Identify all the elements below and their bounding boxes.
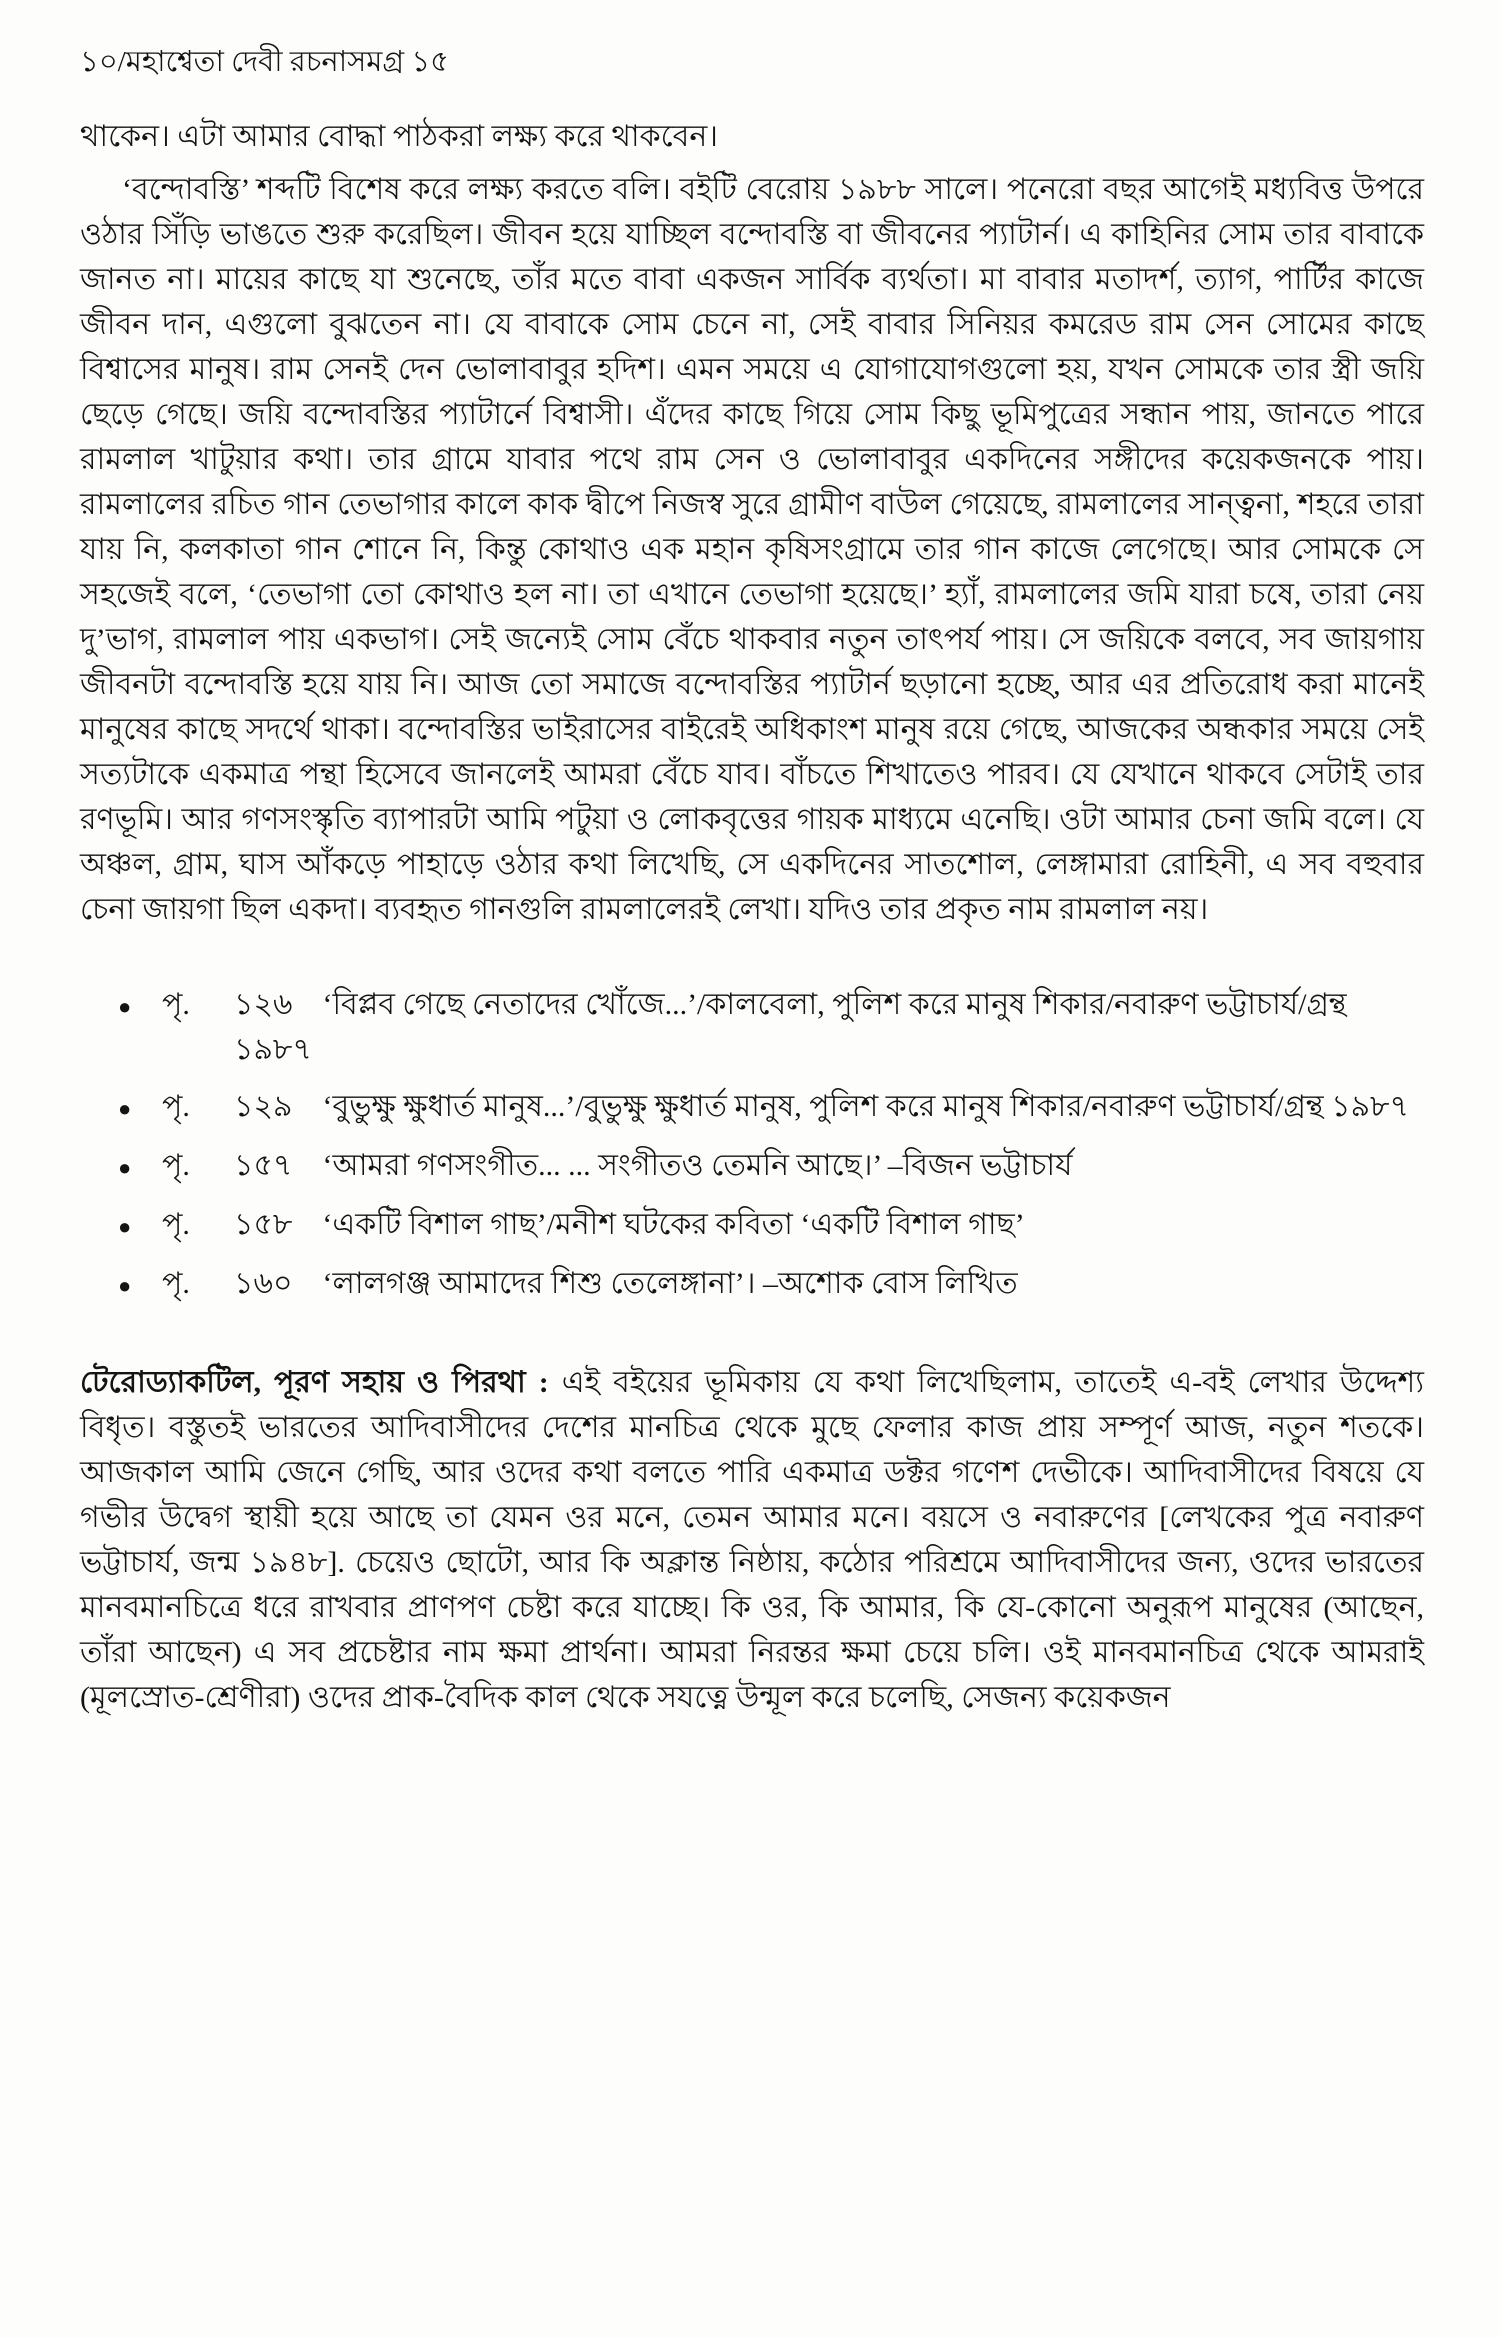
reference-item <box>118 1261 1424 1308</box>
bullet-icon: ● <box>118 994 132 1019</box>
bullet-icon: ● <box>118 1155 132 1180</box>
section-lead-title: টেরোড্যাকটিল, পূরণ সহায় ও পিরথা : <box>80 1366 549 1399</box>
page-number: ১২৬ <box>234 988 293 1021</box>
reference-description: ‘লালগঞ্জ আমাদের শিশু তেলেঙ্গানা’। –অশোক বোস লিখিত <box>322 1267 1018 1300</box>
reference-list <box>118 982 1424 1308</box>
reference-text <box>234 1202 1424 1247</box>
bullet-icon: ● <box>118 1273 132 1298</box>
reference-item <box>118 1202 1424 1249</box>
page-abbr-label: পৃ. <box>162 1149 190 1182</box>
page-abbr-label: পৃ. <box>162 988 190 1021</box>
page-number: ১৫৭ <box>234 1149 293 1182</box>
reference-description: ‘বিপ্লব গেছে নেতাদের খোঁজে...’/কালবেলা, পুলিশ করে মানুষ শিকার/নবারুণ ভট্টাচার্য/গ্রন্থ ১৯৮৭ <box>234 988 1347 1066</box>
reference-item <box>118 982 1424 1072</box>
reference-item <box>118 1084 1424 1131</box>
reference-description: ‘বুভুক্ষু ক্ষুধার্ত মানুষ...’/বুভুক্ষু ক্ষুধার্ত মানুষ, পুলিশ করে মানুষ শিকার/নবারুণ ভট্টাচার্য/গ্রন্থ ১৯৮৭ <box>322 1090 1410 1123</box>
reference-text <box>234 1261 1424 1306</box>
running-header: ১০/মহাশ্বেতা দেবী রচনাসমগ্র ১৫ <box>80 46 449 78</box>
paragraph-closing <box>80 1360 1424 1720</box>
bullet-icon: ● <box>118 1096 132 1121</box>
paragraph-continuation: থাকেন। এটা আমার বোদ্ধা পাঠকরা লক্ষ্য করে থাকবেন। <box>80 120 718 153</box>
closing-text: এই বইয়ের ভূমিকায় যে কথা লিখেছিলাম, তাতেই এ-বই লেখার উদ্দেশ্য বিধৃত। বস্তুতই ভারতের আদিবাসীদের দেশের মানচিত্র থেকে মুছে ফেলার কাজ প্রায় সম্পূর্ণ আজ, নতুন শতকে। আজকাল আমি জেনে গেছি, আর ওদের কথা বলতে পারি একমাত্র ডক্টর গণেশ দেভীকে। আদিবাসীদের বিষয়ে যে গভীর উদ্বেগ স্থায়ী হয়ে আছে তা যেমন ওর মনে, তেমন আমার মনে। বয়সে ও নবারুণের [লেখকের পুত্র নবারুণ ভট্টাচার্য, জন্ম ১৯৪৮]. চেয়েও ছোটো, আর কি অক্লান্ত নিষ্ঠায়, কঠোর পরিশ্রমে আদিবাসীদের জন্য, ওদের ভারতের মানবমানচিত্রে ধরে রাখবার প্রাণপণ চেষ্টা করে যাচ্ছে। কি ওর, কি আমার, কি যে-কোনো অনুরূপ মানুষের (আছেন, তাঁরা আছেন) এ সব প্রচেষ্টার নাম ক্ষমা প্রার্থনা। আমরা নিরন্তর ক্ষমা চেয়ে চলি। ওই মানবমানচিত্র থেকে আমরাই (মূলস্রোত-শ্রেণীরা) ওদের প্রাক-বৈদিক কাল থেকে সযত্নে উন্মূল করে চলেছি, সেজন্য কয়েকজন <box>80 1366 1424 1714</box>
page-number: ১২৯ <box>234 1090 293 1123</box>
reference-text <box>234 1143 1424 1188</box>
reference-item <box>118 1143 1424 1190</box>
reference-description: ‘আমরা গণসংগীত... ... সংগীতও তেমনি আছে।’ –বিজন ভট্টাচার্য <box>322 1149 1073 1182</box>
bullet-icon: ● <box>118 1214 132 1239</box>
page-number: ১৫৮ <box>234 1208 293 1241</box>
page-abbr-label: পৃ. <box>162 1267 190 1300</box>
page-abbr-label: পৃ. <box>162 1208 190 1241</box>
page-number: ১৬০ <box>234 1267 293 1300</box>
paragraph-main: ‘বন্দোবস্তি’ শব্দটি বিশেষ করে লক্ষ্য করতে বলি। বইটি বেরোয় ১৯৮৮ সালে। পনেরো বছর আগেই মধ্যবিত্ত উপরে ওঠার সিঁড়ি ভাঙতে শুরু করেছিল। জীবন হয়ে যাচ্ছিল বন্দোবস্তি বা জীবনের প্যাটার্ন। এ কাহিনির সোম তার বাবাকে জানত না। মায়ের কাছে যা শুনেছে, তাঁর মতে বাবা একজন সার্বিক ব্যর্থতা। মা বাবার মতাদর্শ, ত্যাগ, পার্টির কাজে জীবন দান, এগুলো বুঝতেন না। যে বাবাকে সোম চেনে না, সেই বাবার সিনিয়র কমরেড রাম সেন সোমের কাছে বিশ্বাসের মানুষ। রাম সেনই দেন ভোলাবাবুর হদিশ। এমন সময়ে এ যোগাযোগগুলো হয়, যখন সোমকে তার স্ত্রী জয়ি ছেড়ে গেছে। জয়ি বন্দোবস্তির প্যাটার্নে বিশ্বাসী। এঁদের কাছে গিয়ে সোম কিছু ভূমিপুত্রের সন্ধান পায়, জানতে পারে রামলাল খাটুয়ার কথা। তার গ্রামে যাবার পথে রাম সেন ও ভোলাবাবুর একদিনের সঙ্গীদের কয়েকজনকে পায়। রামলালের রচিত গান তেভাগার কালে কাক দ্বীপে নিজস্ব সুরে গ্রামীণ বাউল গেয়েছে, রামলালের সান্ত্বনা, শহরে তারা যায় নি, কলকাতা গান শোনে নি, কিন্তু কোথাও এক মহান কৃষিসংগ্রামে তার গান কাজে লেগেছে। আর সোমকে সে সহজেই বলে, ‘তেভাগা তো কোথাও হল না। তা এখানে তেভাগা হয়েছে।’ হ্যাঁ, রামলালের জমি যারা চষে, তারা নেয় দু’ভাগ, রামলাল পায় একভাগ। সেই জন্যেই সোম বেঁচে থাকবার নতুন তাৎপর্য পায়। সে জয়িকে বলবে, সব জায়গায় জীবনটা বন্দোবস্তি হয়ে যায় নি। আজ তো সমাজে বন্দোবস্তির প্যাটার্ন ছড়ানো হচ্ছে, আর এর প্রতিরোধ করা মানেই মানুষের কাছে সদর্থে থাকা। বন্দোবস্তির ভাইরাসের বাইরেই অধিকাংশ মানুষ রয়ে গেছে, আজকের অন্ধকার সময়ে সেই সত্যটাকে একমাত্র পন্থা হিসেবে জানলেই আমরা বেঁচে যাব। বাঁচতে শিখাতেও পারব। যে যেখানে থাকবে সেটাই তার রণভূমি। আর গণসংস্কৃতি ব্যাপারটা আমি পটুয়া ও লোকবৃত্তের গায়ক মাধ্যমে এনেছি। ওটা আমার চেনা জমি বলে। যে অঞ্চল, গ্রাম, ঘাস আঁকড়ে পাহাড়ে ওঠার কথা লিখেছি, সে একদিনের সাতশোল, লেঙ্গামারা রোহিনী, এ সব বহুবার চেনা জায়গা ছিল একদা। ব্যবহৃত গানগুলি রামলালেরই লেখা। যদিও তার প্রকৃত নাম রামলাল নয়। <box>80 173 1424 926</box>
page-abbr-label: পৃ. <box>162 1090 190 1123</box>
reference-text <box>234 1084 1424 1129</box>
reference-description: ‘একটি বিশাল গাছ’/মনীশ ঘটকের কবিতা ‘একটি বিশাল গাছ’ <box>322 1208 1025 1241</box>
reference-text <box>234 982 1424 1072</box>
